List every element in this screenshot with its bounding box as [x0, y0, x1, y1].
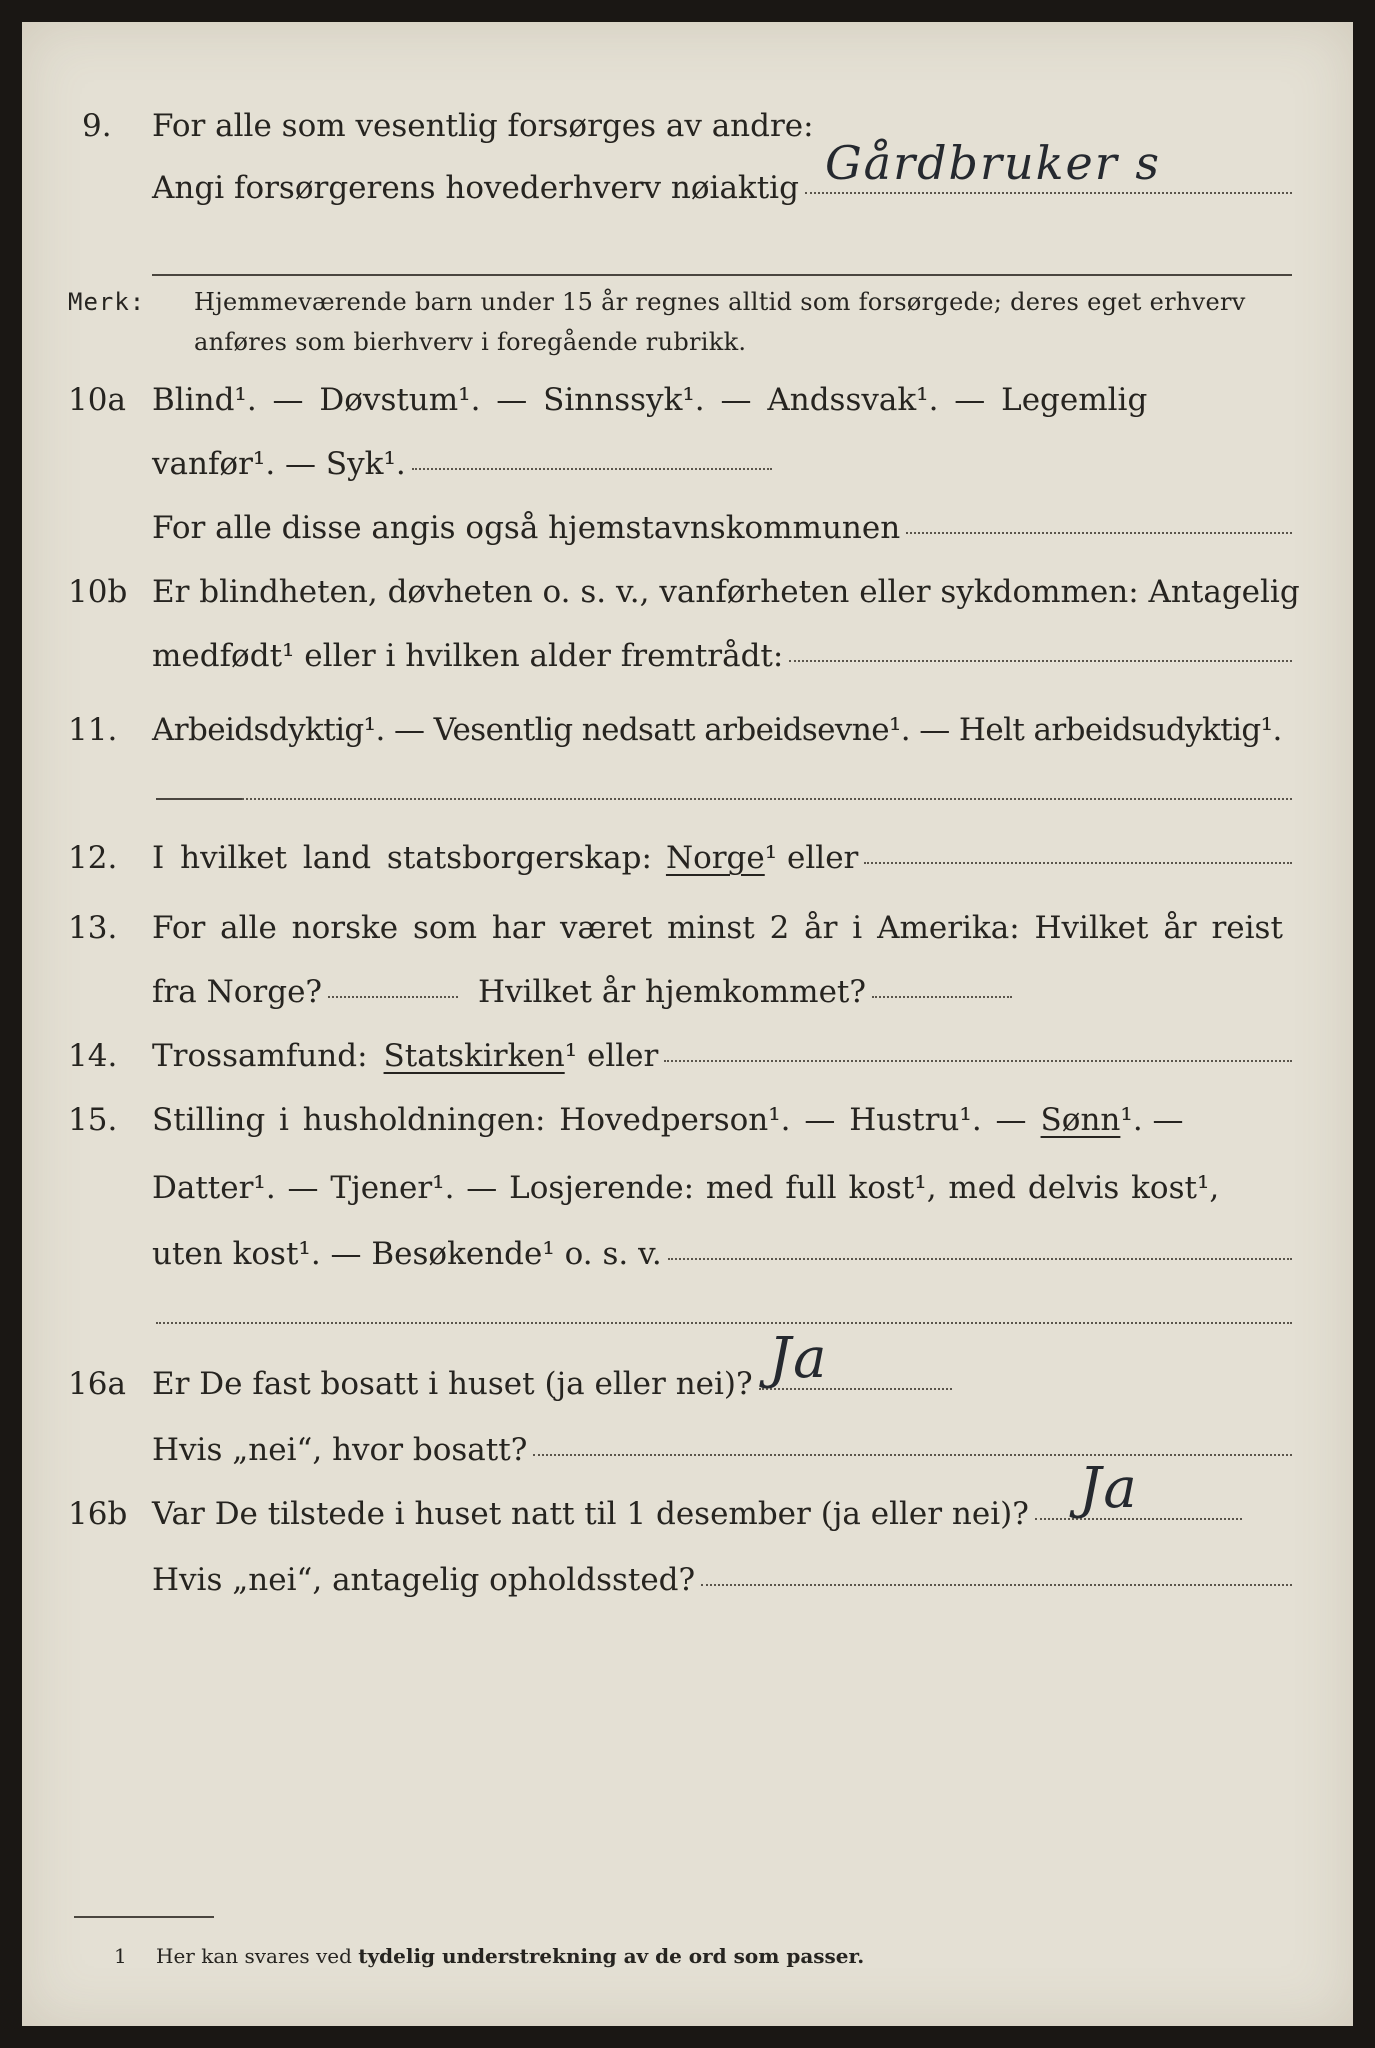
- question-12-text-or: ¹ eller: [764, 840, 859, 876]
- question-16a-handwritten-answer: Ja: [768, 1326, 829, 1391]
- question-10a-sick-field[interactable]: [412, 468, 772, 470]
- question-14-number: 14.: [68, 1038, 118, 1074]
- question-13-line-2: [152, 974, 1012, 1010]
- question-10b-text-1: Er blindheten, døvheten o. s. v., vanførheten eller sykdommen: Antagelig: [152, 574, 1300, 610]
- question-10a-line-3: [152, 510, 1292, 546]
- question-16a-number: 16a: [68, 1366, 126, 1402]
- note-text-2: anføres som bierhverv i foregående rubrikk.: [194, 328, 747, 356]
- question-9-number: 9.: [82, 108, 112, 144]
- question-13-text-right: Hvilket år hjemkommet?: [478, 974, 867, 1010]
- question-10a-text-2: vanfør¹. — Syk¹.: [152, 446, 406, 482]
- question-10b-line-1: [152, 574, 1300, 610]
- question-11-text-1: Arbeidsdyktig¹. — Vesentlig nedsatt arbeidsevne¹. — Helt arbeidsudyktig¹.: [152, 712, 1282, 748]
- question-15-text-3: uten kost¹. — Besøkende¹ o. s. v.: [152, 1236, 662, 1272]
- question-16b-whereabouts-field[interactable]: [701, 1584, 1292, 1586]
- question-14-text: Trossamfund:: [152, 1038, 368, 1074]
- question-12-line-1: [152, 840, 1292, 876]
- question-9-text-2: Angi forsørgerens hovederhverv nøiaktig: [152, 170, 799, 206]
- question-9-line-1: [152, 108, 814, 144]
- question-16a-text-2: Hvis „nei“, hvor bosatt?: [152, 1432, 528, 1468]
- question-11-number: 11.: [68, 712, 118, 748]
- question-14-religion-field[interactable]: [664, 1060, 1292, 1062]
- question-16b-text-2: Hvis „nei“, antagelig opholdssted?: [152, 1562, 696, 1598]
- question-10a-text-1: Blind¹. — Døvstum¹. — Sinnssyk¹. — Andssvak¹. — Legemlig: [152, 382, 1148, 418]
- footnote-marker: 1: [114, 1944, 127, 1968]
- question-14-text-or: ¹ eller: [564, 1038, 659, 1074]
- question-16b-line-1: [152, 1456, 1242, 1532]
- question-9-line-2: [152, 136, 1292, 206]
- question-12-text: I hvilket land statsborgerskap:: [152, 840, 652, 876]
- question-10a-home-municipality-field[interactable]: [906, 532, 1292, 534]
- question-16a-text-1: Er De fast bosatt i huset (ja eller nei)?: [152, 1366, 753, 1402]
- question-14-line-1: [152, 1038, 1292, 1074]
- question-15-number: 15.: [68, 1102, 118, 1138]
- footnote-text: [156, 1944, 864, 1968]
- question-15-text-1-end: ¹. —: [1120, 1102, 1184, 1138]
- question-10a-text-3: For alle disse angis også hjemstavnskommunen: [152, 510, 901, 546]
- question-16a-line-1: [152, 1326, 952, 1402]
- question-16b-handwritten-answer: Ja: [1078, 1456, 1139, 1521]
- question-15-line-2: [152, 1170, 1219, 1206]
- note-text-1: Hjemmeværende barn under 15 år regnes alltid som forsørgede; deres eget erhverv: [194, 288, 1246, 316]
- census-form-page: [22, 22, 1353, 2026]
- question-11-underline-mark: [156, 798, 242, 800]
- separator-line: [152, 274, 1292, 276]
- question-16b-text-1: Var De tilstede i huset natt til 1 desember (ja eller nei)?: [152, 1496, 1029, 1532]
- question-15-text-2: Datter¹. — Tjener¹. — Losjerende: med full kost¹, med delvis kost¹,: [152, 1170, 1220, 1206]
- question-15-text-1: Stilling i husholdningen: Hovedperson¹. — Hustru¹. —: [152, 1102, 1027, 1138]
- question-10b-text-2: medfødt¹ eller i hvilken alder fremtrådt:: [152, 638, 784, 674]
- question-10a-line-2: [152, 446, 772, 482]
- question-10b-line-2: [152, 638, 1292, 674]
- footnote-text-plain: Her kan svares ved: [156, 1944, 352, 1968]
- question-14-selected-statskirken[interactable]: Statskirken: [383, 1038, 565, 1074]
- footnote-rule: [74, 1916, 214, 1918]
- question-13-return-year-field[interactable]: [872, 996, 1012, 998]
- question-11-answer-field[interactable]: [242, 798, 1292, 800]
- question-16a-answer-field[interactable]: [759, 1326, 952, 1391]
- question-9-handwritten-answer: Gårdbruker s: [824, 136, 1161, 190]
- note-label: Merk:: [68, 288, 146, 316]
- question-15-line-3: [152, 1236, 1292, 1272]
- question-16a-residence-field[interactable]: [533, 1454, 1292, 1456]
- question-13-text-left: fra Norge?: [152, 974, 323, 1010]
- question-10b-number: 10b: [68, 574, 128, 610]
- question-16b-answer-field[interactable]: [1035, 1456, 1242, 1521]
- footnote-text-bold: tydelig understrekning av de ord som passer.: [358, 1944, 865, 1968]
- question-10a-line-1: [152, 382, 1147, 418]
- question-10b-age-field[interactable]: [789, 660, 1292, 662]
- question-13-number: 13.: [68, 910, 118, 946]
- question-12-number: 12.: [68, 840, 118, 876]
- question-9-answer-field[interactable]: [805, 136, 1292, 194]
- question-16b-line-2: [152, 1562, 1292, 1598]
- question-13-text-1: For alle norske som har været minst 2 år i Amerika: Hvilket år reist: [152, 910, 1283, 946]
- question-9-text-1: For alle som vesentlig forsørges av andre:: [152, 108, 814, 144]
- question-12-country-field[interactable]: [864, 862, 1292, 864]
- question-10a-number: 10a: [68, 382, 126, 418]
- question-16b-number: 16b: [68, 1496, 128, 1532]
- question-11-line-1: [152, 712, 1282, 748]
- question-13-departure-year-field[interactable]: [328, 996, 458, 998]
- question-15-selected-sonn[interactable]: Sønn: [1040, 1102, 1121, 1138]
- question-15-line-1: [152, 1102, 1184, 1138]
- question-15-answer-field[interactable]: [156, 1322, 1292, 1324]
- question-15-other-field[interactable]: [668, 1258, 1292, 1260]
- question-13-line-1: [152, 910, 1283, 946]
- question-12-selected-norge[interactable]: Norge: [665, 840, 765, 876]
